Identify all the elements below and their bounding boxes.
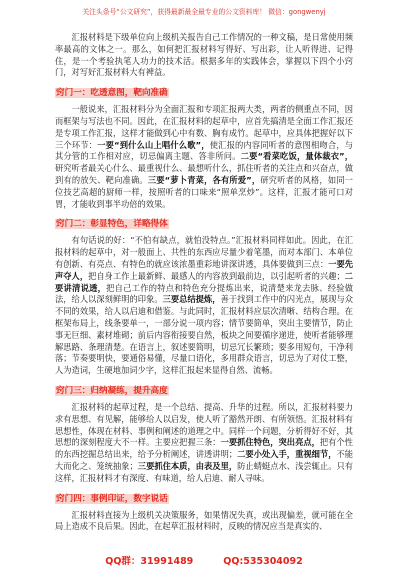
emphasis-run: 一要先声夺人，	[55, 258, 354, 281]
text-run: 把自己工作的特点和特色充分提炼出来，说清楚来龙去脉、经验做法，给人以深刻鲜明的印象。	[55, 282, 354, 305]
emphasis-run: 二要小处入手，重视细节，	[237, 449, 337, 460]
section-heading	[55, 492, 353, 505]
text-run: 汇报材料的起草过程，是一个总结、提高、升华的过程。所以，汇报材料要力求有思想、有见解，能够给人以启发，使人听了豁然开朗、有所领悟。汇报材料有思想性，体现在材料、事例和阐述的道理之中。同样一个问题，分析得好不好，其思想的深刻程度大不一样。主要应把握三条：	[55, 401, 353, 448]
section-paragraph	[55, 235, 353, 377]
text-run: 有句话说的好：“不怕有缺点，就怕没特点。”汇报材料同样如此。因此，在汇报材料的起草中，对一般面上、共性的东西应尽量少着笔墨，而对本部门、本单位有创新、有亮点、有特色的就应该浓墨重彩地讲深讲透，具体要做到三点：	[55, 235, 353, 269]
section-heading	[55, 217, 353, 230]
section-heading	[55, 384, 353, 397]
emphasis-run: 一要“到什么山上唱什么歌”，	[97, 139, 210, 150]
text-run: 不能大而化之、笼统抽象；	[55, 449, 354, 471]
emphasis-run: 三要总结提炼，	[162, 294, 221, 305]
text-run: 善于找到工作中的闪光点，展现与众不同的效果，给人以启迪和借鉴。与此同时，汇报材料应层次清晰、结构合理。在框架布局上，线条要单一，一部分说一项内容；情节要简单，突出主要情节，防止事无巨细、素材堆砌；前后内容衔接要自然，板块之间要循序递进，使听者能够理解思路、条理清楚。在语言上，叙述要简明，切忌冗长繁琐；要多用短句，干净利落；节奏要明快，要通俗易懂，尽量口语化，多用群众语言，切忌为了对仗工整，人为造词，生硬地加词少字，这样汇报起来显得自然、流畅。	[55, 294, 354, 376]
footer-contact	[0, 556, 408, 568]
text-run: 把自身工作上最新鲜、最感人的内容放到最前边，以引起听者的兴趣；	[88, 270, 345, 281]
top-notice: 关注头条号“公文研究”，获得最新最全最专业的公文资料库！ 微信：gongwenyj	[82, 8, 326, 16]
section-paragraph	[55, 402, 353, 485]
footer-qq: QQ:535304092	[223, 556, 303, 567]
emphasis-run: 一要抓住特色，突出亮点，	[220, 437, 320, 448]
text-run: 研究听者最关心什么、最重视什么、最想听什么，抓住听者的关注点和兴奋点，做到有的放矢、靶向准确。	[55, 163, 353, 185]
section-paragraph	[55, 104, 353, 210]
text-run: 防止蜻蜓点水、浅尝辄止。只有这样，汇报材料才有深度、有味道，给人启迪、耐人寻味。	[55, 460, 354, 483]
intro-paragraph: 汇报材料是下级单位向上级机关报告自己工作情况的一种文稿，是日常使用频率最高的文体之一。那么，如何把汇报材料写得好、写出彩，让人听得进、记得住，是一个考验执笔人功力的技术活。根据多年的实践体会，掌握以下四个小窍门，对写好汇报材料大有裨益。	[55, 32, 353, 78]
article-body	[55, 32, 353, 533]
section-title: 窍门四：事例印证，数字说话	[56, 493, 168, 504]
text-run: 把有个性的东西挖掘总结出来，给予分析阐述，讲透讲明；	[55, 437, 354, 460]
text-run: 研究听者的风格，如同一位技艺高超的厨师一样，按照听者的口味来“照单烹炒”。这样，汇报才能可口对胃，才能收到事半功倍的效果。	[55, 174, 354, 209]
section-title: 窍门一：吃透意图，靶向准确	[56, 88, 168, 99]
emphasis-run: 二要“看菜吃饭，量体裁衣”，	[240, 151, 353, 162]
emphasis-run: 三要“萝卜青菜，各有所爱”，	[147, 174, 261, 185]
section-paragraph	[55, 510, 353, 534]
text-run: 汇报材料直接为上级机关决策服务，如果情况失真，或出现偏差，就可能在全局上造成不良后果。因此，在起草汇报材料时，反映的情况应当是真实的、	[55, 509, 353, 532]
section-heading	[55, 86, 353, 99]
text-run: 使汇报的内容同听者的意图相吻合，与其分管的工作相对应，切忌偏离主题、答非所问。	[55, 139, 354, 162]
emphasis-run: 二要讲清说透，	[55, 270, 354, 293]
section-title: 窍门三：归纳凝练，提升高度	[56, 385, 168, 396]
emphasis-run: 三要抓住本质，由表及里，	[137, 460, 238, 471]
text-run: 一般说来，汇报材料分为全面汇报和专项汇报两大类，两者的侧重点不同，因而框架与写法也不同。因此，在汇报材料的起草中，应首先搞清是全面工作汇报还是专项工作汇报，这样才能做到心中有数、胸有成竹。起草中，应具体把握好以下三个环节：	[55, 104, 353, 150]
section-title: 窍门二：彰显特色，详略得体	[56, 219, 168, 230]
footer-qq-group: QQ群：31991489	[105, 556, 194, 567]
